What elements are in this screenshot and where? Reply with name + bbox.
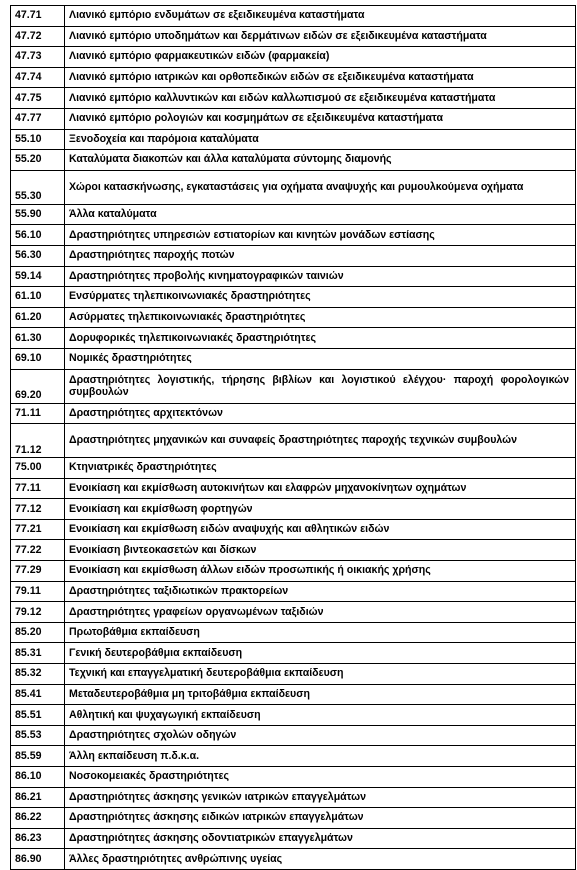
activity-code-cell: 59.14 <box>11 266 65 287</box>
activity-description-cell: Δραστηριότητες άσκησης οδοντιατρικών επαγγελμάτων <box>65 828 576 849</box>
activity-code-cell: 86.22 <box>11 808 65 829</box>
activity-code-cell: 86.21 <box>11 787 65 808</box>
table-row <box>11 787 576 808</box>
table-row <box>11 746 576 767</box>
activity-code-cell: 47.72 <box>11 26 65 47</box>
table-row <box>11 129 576 150</box>
activity-code-cell: 69.10 <box>11 348 65 369</box>
table-row <box>11 287 576 308</box>
activity-description-cell: Ενοικίαση και εκμίσθωση φορτηγών <box>65 499 576 520</box>
activity-description-cell: Λιανικό εμπόριο φαρμακευτικών ειδών (φαρμακεία) <box>65 47 576 68</box>
activity-code-cell: 85.20 <box>11 622 65 643</box>
activity-description-cell: Ενοικίαση και εκμίσθωση άλλων ειδών προσωπικής ή οικιακής χρήσης <box>65 561 576 582</box>
activity-code-cell: 71.12 <box>11 424 65 458</box>
activity-code-cell: 55.20 <box>11 150 65 171</box>
table-row <box>11 808 576 829</box>
activity-code-cell: 75.00 <box>11 458 65 479</box>
activity-code-cell: 47.75 <box>11 88 65 109</box>
activity-description-cell: Δορυφορικές τηλεπικοινωνιακές δραστηριότητες <box>65 328 576 349</box>
activity-code-cell: 55.10 <box>11 129 65 150</box>
table-row <box>11 26 576 47</box>
table-row <box>11 705 576 726</box>
activity-description-cell: Δραστηριότητες υπηρεσιών εστιατορίων και κινητών μονάδων εστίασης <box>65 225 576 246</box>
table-row <box>11 108 576 129</box>
table-row <box>11 664 576 685</box>
activity-description-cell: Δραστηριότητες παροχής ποτών <box>65 245 576 266</box>
activity-description-cell: Λιανικό εμπόριο ενδυμάτων σε εξειδικευμένα καταστήματα <box>65 6 576 27</box>
activity-description-cell: Τεχνική και επαγγελματική δευτεροβάθμια εκπαίδευση <box>65 664 576 685</box>
activity-description-cell: Ενοικίαση και εκμίσθωση ειδών αναψυχής και αθλητικών ειδών <box>65 519 576 540</box>
activity-code-cell: 79.12 <box>11 602 65 623</box>
activity-description-cell: Καταλύματα διακοπών και άλλα καταλύματα σύντομης διαμονής <box>65 150 576 171</box>
activity-code-cell: 85.32 <box>11 664 65 685</box>
table-row <box>11 828 576 849</box>
table-row <box>11 266 576 287</box>
activity-description-cell: Δραστηριότητες γραφείων οργανωμένων ταξιδιών <box>65 602 576 623</box>
activity-code-cell: 85.51 <box>11 705 65 726</box>
activity-description-cell: Δραστηριότητες προβολής κινηματογραφικών ταινιών <box>65 266 576 287</box>
activity-code-cell: 85.53 <box>11 725 65 746</box>
activity-description-cell: Λιανικό εμπόριο ρολογιών και κοσμημάτων σε εξειδικευμένα καταστήματα <box>65 108 576 129</box>
activity-description-cell: Νοσοκομειακές δραστηριότητες <box>65 767 576 788</box>
table-row <box>11 403 576 424</box>
activity-codes-document <box>10 5 576 870</box>
activity-code-cell: 77.21 <box>11 519 65 540</box>
table-row <box>11 328 576 349</box>
activity-description-cell: Δραστηριότητες μηχανικών και συναφείς δραστηριότητες παροχής τεχνικών συμβουλών <box>65 424 576 458</box>
activity-description-cell: Ασύρματες τηλεπικοινωνιακές δραστηριότητες <box>65 307 576 328</box>
activity-code-cell: 61.30 <box>11 328 65 349</box>
activity-description-cell: Ενσύρματες τηλεπικοινωνιακές δραστηριότητες <box>65 287 576 308</box>
activity-description-cell: Δραστηριότητες λογιστικής, τήρησης βιβλίων και λογιστικού ελέγχου· παροχή φορολογικών συμβουλών <box>65 369 576 403</box>
activity-code-cell: 61.10 <box>11 287 65 308</box>
table-row <box>11 561 576 582</box>
table-row <box>11 150 576 171</box>
table-row <box>11 499 576 520</box>
table-row <box>11 348 576 369</box>
activity-code-cell: 86.23 <box>11 828 65 849</box>
table-body <box>11 6 576 870</box>
activity-code-cell: 86.10 <box>11 767 65 788</box>
activity-code-cell: 47.77 <box>11 108 65 129</box>
activity-code-cell: 56.10 <box>11 225 65 246</box>
table-row <box>11 424 576 458</box>
activity-code-cell: 85.59 <box>11 746 65 767</box>
activity-code-cell: 55.90 <box>11 204 65 225</box>
activity-description-cell: Πρωτοβάθμια εκπαίδευση <box>65 622 576 643</box>
table-row <box>11 204 576 225</box>
activity-description-cell: Δραστηριότητες άσκησης γενικών ιατρικών επαγγελμάτων <box>65 787 576 808</box>
activity-description-cell: Αθλητική και ψυχαγωγική εκπαίδευση <box>65 705 576 726</box>
activity-description-cell: Δραστηριότητες ταξιδιωτικών πρακτορείων <box>65 581 576 602</box>
table-row <box>11 88 576 109</box>
activity-code-cell: 77.29 <box>11 561 65 582</box>
activity-description-cell: Άλλα καταλύματα <box>65 204 576 225</box>
table-row <box>11 170 576 204</box>
table-row <box>11 478 576 499</box>
activity-description-cell: Ενοικίαση και εκμίσθωση αυτοκινήτων και ελαφρών μηχανοκίνητων οχημάτων <box>65 478 576 499</box>
activity-description-cell: Λιανικό εμπόριο υποδημάτων και δερμάτινων ειδών σε εξειδικευμένα καταστήματα <box>65 26 576 47</box>
activity-description-cell: Δραστηριότητες άσκησης ειδικών ιατρικών επαγγελμάτων <box>65 808 576 829</box>
table-row <box>11 602 576 623</box>
activity-code-cell: 47.74 <box>11 67 65 88</box>
activity-description-cell: Λιανικό εμπόριο καλλυντικών και ειδών καλλωπισμού σε εξειδικευμένα καταστήματα <box>65 88 576 109</box>
activity-code-cell: 77.22 <box>11 540 65 561</box>
activity-code-cell: 85.31 <box>11 643 65 664</box>
table-row <box>11 622 576 643</box>
activity-code-cell: 47.71 <box>11 6 65 27</box>
activity-codes-table <box>10 5 576 870</box>
activity-code-cell: 61.20 <box>11 307 65 328</box>
activity-code-cell: 69.20 <box>11 369 65 403</box>
activity-code-cell: 86.90 <box>11 849 65 870</box>
activity-description-cell: Νομικές δραστηριότητες <box>65 348 576 369</box>
table-row <box>11 581 576 602</box>
activity-code-cell: 55.30 <box>11 170 65 204</box>
activity-description-cell: Ενοικίαση βιντεοκασετών και δίσκων <box>65 540 576 561</box>
table-row <box>11 849 576 870</box>
activity-description-cell: Δραστηριότητες αρχιτεκτόνων <box>65 403 576 424</box>
table-row <box>11 458 576 479</box>
activity-code-cell: 71.11 <box>11 403 65 424</box>
table-row <box>11 767 576 788</box>
activity-description-cell: Δραστηριότητες σχολών οδηγών <box>65 725 576 746</box>
activity-code-cell: 47.73 <box>11 47 65 68</box>
table-row <box>11 245 576 266</box>
table-row <box>11 519 576 540</box>
activity-description-cell: Κτηνιατρικές δραστηριότητες <box>65 458 576 479</box>
activity-description-cell: Χώροι κατασκήνωσης, εγκαταστάσεις για οχήματα αναψυχής και ρυμουλκούμενα οχήματα <box>65 170 576 204</box>
activity-code-cell: 77.11 <box>11 478 65 499</box>
activity-code-cell: 77.12 <box>11 499 65 520</box>
table-row <box>11 540 576 561</box>
activity-code-cell: 85.41 <box>11 684 65 705</box>
activity-description-cell: Άλλη εκπαίδευση π.δ.κ.α. <box>65 746 576 767</box>
table-row <box>11 225 576 246</box>
table-row <box>11 725 576 746</box>
activity-description-cell: Γενική δευτεροβάθμια εκπαίδευση <box>65 643 576 664</box>
table-row <box>11 6 576 27</box>
table-row <box>11 47 576 68</box>
activity-description-cell: Μεταδευτεροβάθμια μη τριτοβάθμια εκπαίδευση <box>65 684 576 705</box>
table-row <box>11 67 576 88</box>
activity-description-cell: Άλλες δραστηριότητες ανθρώπινης υγείας <box>65 849 576 870</box>
table-row <box>11 369 576 403</box>
activity-code-cell: 56.30 <box>11 245 65 266</box>
table-row <box>11 307 576 328</box>
table-row <box>11 643 576 664</box>
activity-description-cell: Λιανικό εμπόριο ιατρικών και ορθοπεδικών ειδών σε εξειδικευμένα καταστήματα <box>65 67 576 88</box>
table-row <box>11 684 576 705</box>
activity-code-cell: 79.11 <box>11 581 65 602</box>
activity-description-cell: Ξενοδοχεία και παρόμοια καταλύματα <box>65 129 576 150</box>
